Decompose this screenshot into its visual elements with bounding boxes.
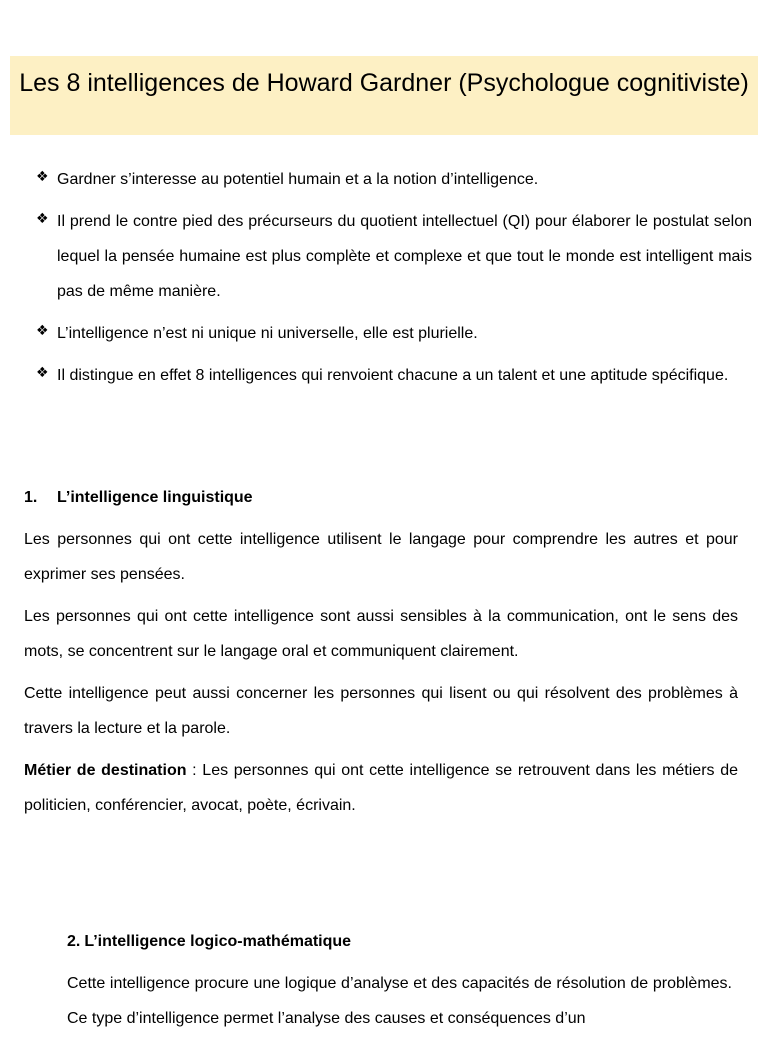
metier-text: : Les personnes qui ont cette intelligence se retrouvent dans les métiers de politicien, conférencier, avocat, poète, écrivain. <box>24 762 738 814</box>
section-heading <box>67 924 732 959</box>
section-heading-text: L’intelligence logico-mathématique <box>84 933 352 950</box>
paragraph: Cette intelligence peut aussi concerner les personnes qui lisent ou qui résolvent des problèmes à travers la lecture et la parole. <box>24 685 738 737</box>
diamond-bullet-icon: ❖ <box>36 365 49 381</box>
section-number: 2. <box>67 933 81 950</box>
diamond-bullet-icon: ❖ <box>36 169 49 185</box>
list-item <box>36 316 752 351</box>
page-title: Les 8 intelligences de Howard Gardner (Psychologue cognitiviste) <box>19 69 749 97</box>
title-banner <box>10 56 758 135</box>
bullet-text: L’intelligence n’est ni unique ni universelle, elle est plurielle. <box>57 325 478 342</box>
section-linguistique <box>24 480 738 830</box>
section-number: 1. <box>24 489 38 506</box>
list-item <box>36 358 752 393</box>
section-heading-text: L’intelligence linguistique <box>57 489 253 506</box>
bullet-text: Gardner s’interesse au potentiel humain et a la notion d’intelligence. <box>57 171 539 188</box>
diamond-bullet-icon: ❖ <box>36 323 49 339</box>
metier-label: Métier de destination <box>24 762 187 779</box>
section-logico-mathematique <box>67 924 732 1043</box>
list-item <box>36 204 752 309</box>
paragraph: Les personnes qui ont cette intelligence utilisent le langage pour comprendre les autres et pour exprimer ses pensées. <box>24 531 738 583</box>
intro-bullet-list <box>36 162 752 400</box>
bullet-text: Il prend le contre pied des précurseurs du quotient intellectuel (QI) pour élaborer le postulat selon lequel la pensée humaine est plus complète et complexe et que tout le monde est intelligent mais pas de même manière. <box>57 213 752 300</box>
paragraph: Cette intelligence procure une logique d’analyse et des capacités de résolution de problèmes. Ce type d’intelligence permet l’analyse des causes et conséquences d’un <box>67 975 732 1027</box>
list-item <box>36 162 752 197</box>
metier-paragraph <box>24 753 738 823</box>
paragraph: Les personnes qui ont cette intelligence sont aussi sensibles à la communication, ont le sens des mots, se concentrent sur le langage oral et communiquent clairement. <box>24 608 738 660</box>
section-heading <box>24 480 738 515</box>
diamond-bullet-icon: ❖ <box>36 211 49 227</box>
bullet-text: Il distingue en effet 8 intelligences qui renvoient chacune a un talent et une aptitude spécifique. <box>57 367 729 384</box>
